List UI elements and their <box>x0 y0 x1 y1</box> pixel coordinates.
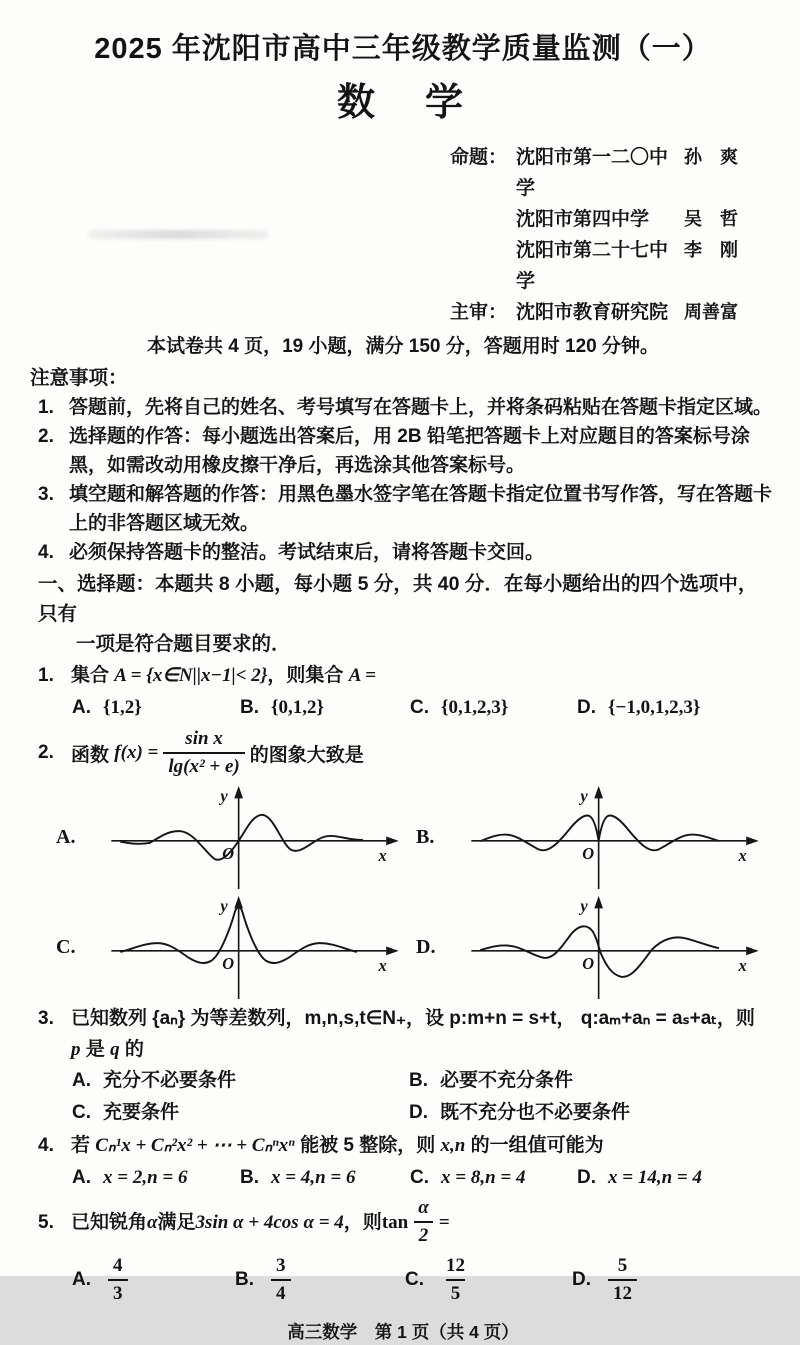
fraction-denominator: 3 <box>108 1279 128 1305</box>
option-value: {0,1,2} <box>271 697 324 718</box>
option-value: x = 14,n = 4 <box>608 1167 702 1188</box>
q5-math: = <box>438 1211 450 1233</box>
option-a <box>72 1161 240 1194</box>
graph-row-2 <box>56 892 776 1002</box>
credits-block <box>450 142 776 328</box>
fraction-numerator: 12 <box>446 1255 465 1277</box>
q5-tan: tan <box>381 1211 409 1233</box>
y-axis-arrow-icon <box>594 786 603 799</box>
y-axis-label: y <box>580 786 588 806</box>
fraction-numerator: 4 <box>113 1255 123 1277</box>
graph-curve-b <box>481 815 718 850</box>
x-axis-label: x <box>738 846 747 866</box>
exam-info: 本试卷共 4 页，19 小题，满分 150 分，答题用时 120 分钟。 <box>146 336 660 357</box>
option-c <box>405 1255 572 1305</box>
question-1-stem <box>71 660 776 691</box>
question-5 <box>30 1195 776 1249</box>
fraction-denominator: 4 <box>271 1279 291 1305</box>
graph-d <box>460 893 772 1001</box>
section-heading-line1: 一、选择题：本题共 8 小题，每小题 5 分，共 40 分．在每小题给出的四个选项中，只有 <box>38 573 758 625</box>
q1-math: A = <box>348 665 376 686</box>
section-heading-line2: 一项是符合题目要求的． <box>76 633 291 655</box>
option-label: B. <box>235 1269 254 1291</box>
option-value: 充要条件 <box>103 1102 180 1123</box>
q4-text: 若 <box>71 1135 96 1156</box>
option-label: A. <box>72 1070 91 1091</box>
note-number: 2. <box>38 426 54 447</box>
y-axis-arrow-icon <box>594 896 603 909</box>
option-value: x = 8,n = 4 <box>441 1167 526 1188</box>
q2-text: 的图象大致是 <box>249 744 364 766</box>
q3-line1: 已知数列 {aₙ} 为等差数列，m,n,s,t∈N₊，设 p:m+n = s+t， q:aₘ+aₙ = aₛ+aₜ，则 <box>71 1008 755 1029</box>
option-value: {−1,0,1,2,3} <box>608 697 701 718</box>
x-axis-label: x <box>738 956 747 976</box>
setter-name: 孙 爽 <box>684 147 738 167</box>
question-5-stem <box>71 1197 776 1247</box>
q3-math: p <box>71 1039 81 1060</box>
option-d <box>572 1255 776 1305</box>
option-label: D. <box>409 1102 428 1123</box>
question-1 <box>30 660 776 691</box>
option-a <box>72 1255 235 1305</box>
question-1-number: 1. <box>38 665 54 686</box>
note-text: 答题前，先将自己的姓名、考号填写在答题卡上，并将条码粘贴在答题卡指定区域。 <box>69 397 773 418</box>
fraction-denominator: lg(x² + e) <box>163 752 244 778</box>
origin-label: O <box>222 954 235 974</box>
question-4-number: 4. <box>38 1135 54 1156</box>
option-b <box>240 1161 410 1194</box>
section-one-heading <box>38 569 776 659</box>
note-text: 选择题的作答：每小题选出答案后，用 2B 铅笔把答题卡上对应题目的答案标号涂黑，如需改动用橡皮擦干净后，再选涂其他答案标号。 <box>69 426 750 476</box>
x-axis-arrow-icon <box>386 947 399 956</box>
x-axis-label: x <box>378 956 387 976</box>
graph-d-label: D. <box>416 935 436 958</box>
option-b <box>240 691 410 724</box>
option-a <box>72 691 240 724</box>
y-axis-arrow-icon <box>234 786 243 799</box>
fraction-denominator: 12 <box>608 1279 637 1305</box>
graph-a-label: A. <box>56 825 76 848</box>
option-fraction <box>271 1255 291 1305</box>
note-number: 1. <box>38 397 54 418</box>
page-footer: 高三数学 第 1 页（共 4 页） <box>287 1322 519 1342</box>
q3-text: 是 <box>80 1039 111 1060</box>
question-3-options-row-1 <box>30 1065 776 1097</box>
question-1-options <box>30 691 776 724</box>
note-item <box>38 538 776 567</box>
q5-text: 满足 <box>157 1211 196 1233</box>
option-b <box>409 1065 776 1097</box>
fraction-numerator: α <box>418 1197 429 1219</box>
fraction-denominator: 5 <box>446 1279 466 1305</box>
x-axis-label: x <box>378 846 387 866</box>
setter-name: 吴 哲 <box>684 209 738 229</box>
fraction-numerator: 3 <box>276 1255 286 1277</box>
option-c <box>410 691 577 724</box>
option-value: 必要不充分条件 <box>440 1070 574 1091</box>
note-text: 填空题和解答题的作答：用黑色墨水签字笔在答题卡指定位置书写作答，写在答题卡上的非答题区域无效。 <box>69 484 773 534</box>
setter-label <box>450 235 516 297</box>
q4-text: 能被 5 整除，则 <box>294 1135 441 1156</box>
question-3-number: 3. <box>38 1008 54 1029</box>
fraction-numerator: sin x <box>185 728 223 750</box>
graph-option-d <box>416 893 776 1001</box>
setter-org: 沈阳市第二十七中学 <box>516 240 669 292</box>
note-item <box>38 480 776 538</box>
setter-org: 沈阳市第四中学 <box>516 209 650 230</box>
setter-org: 沈阳市第一二〇中学 <box>516 147 669 199</box>
graph-b-label: B. <box>416 825 435 848</box>
option-d <box>577 1161 776 1194</box>
graph-b <box>460 783 772 891</box>
origin-label: O <box>582 954 595 974</box>
graph-c-label: C. <box>56 935 76 958</box>
q5-math: 3sin α + 4cos α = 4 <box>195 1211 344 1233</box>
q1-text: 集合 <box>71 665 110 686</box>
option-fraction <box>608 1255 637 1305</box>
option-label: D. <box>577 697 596 718</box>
option-label: C. <box>410 1167 429 1188</box>
fraction-numerator: 5 <box>617 1255 628 1277</box>
reviewer-name: 周善富 <box>684 302 738 322</box>
credit-row <box>450 297 776 328</box>
option-label: A. <box>72 1269 91 1291</box>
option-label: B. <box>240 697 259 718</box>
option-fraction <box>441 1255 470 1305</box>
option-d <box>409 1097 776 1129</box>
q5-text: 已知锐角 <box>71 1211 148 1233</box>
note-item <box>38 422 776 480</box>
question-4 <box>30 1130 776 1161</box>
option-value: {0,1,2,3} <box>441 697 509 718</box>
question-3-options-row-2 <box>30 1097 776 1129</box>
note-number: 3. <box>38 484 54 505</box>
q1-text: ，则集合 <box>267 665 344 686</box>
setter-label: 命题： <box>450 147 508 168</box>
q5-fraction <box>413 1197 434 1247</box>
reviewer-label: 主审： <box>450 302 508 323</box>
q4-math: x,n <box>440 1135 466 1156</box>
option-label: B. <box>240 1167 259 1188</box>
page-title: 2025 年沈阳市高中三年级教学质量监测（一） <box>94 33 712 65</box>
origin-label: O <box>222 844 235 864</box>
x-axis-arrow-icon <box>746 837 759 846</box>
subject-title: 数 学 <box>336 82 469 124</box>
graph-c <box>100 893 412 1001</box>
credit-row <box>450 235 776 297</box>
option-label: D. <box>577 1167 596 1188</box>
question-4-options <box>30 1161 776 1194</box>
option-value: {1,2} <box>103 697 142 718</box>
option-fraction <box>108 1255 128 1305</box>
graph-option-a <box>56 783 416 891</box>
y-axis-label: y <box>220 786 228 806</box>
q4-text: 的一组值可能为 <box>465 1135 604 1156</box>
option-label: A. <box>72 1167 91 1188</box>
note-number: 4. <box>38 542 54 563</box>
question-3 <box>30 1003 776 1065</box>
q1-math: A = {x∈N||x−1|< 2} <box>114 665 268 686</box>
question-5-number: 5. <box>38 1211 54 1233</box>
option-label: C. <box>405 1269 424 1291</box>
option-label: A. <box>72 697 91 718</box>
fraction-denominator: 2 <box>414 1221 434 1247</box>
x-axis-arrow-icon <box>386 837 399 846</box>
graph-option-b <box>416 783 776 891</box>
graph-option-c <box>56 893 416 1001</box>
option-label: D. <box>572 1269 591 1291</box>
q4-math: Cₙ¹x + Cₙ²x² + ⋯ + Cₙⁿxⁿ <box>95 1135 295 1156</box>
graph-curve-a <box>121 815 362 860</box>
question-2 <box>30 724 776 782</box>
graph-row-1 <box>56 782 776 892</box>
scan-smudge <box>88 230 268 239</box>
setter-label <box>450 204 516 235</box>
option-label: C. <box>72 1102 91 1123</box>
q3-text: 的 <box>119 1039 144 1060</box>
q2-fraction <box>163 728 244 778</box>
graph-a <box>100 783 412 891</box>
option-d <box>577 691 776 724</box>
setter-name: 李 刚 <box>684 240 738 260</box>
question-2-number: 2. <box>38 742 54 763</box>
x-axis-arrow-icon <box>746 947 759 956</box>
option-value: x = 2,n = 6 <box>103 1167 188 1188</box>
reviewer-org: 沈阳市教育研究院 <box>516 302 669 323</box>
notes-list <box>30 393 776 567</box>
q2-text: 函数 <box>71 744 110 766</box>
notes-heading: 注意事项： <box>30 367 128 389</box>
y-axis-label: y <box>220 896 228 916</box>
q3-math: q <box>110 1039 120 1060</box>
option-label: C. <box>410 697 429 718</box>
question-3-stem <box>71 1003 776 1065</box>
note-text: 必须保持答题卡的整洁。考试结束后，请将答题卡交回。 <box>69 542 545 563</box>
option-value: x = 4,n = 6 <box>271 1167 356 1188</box>
question-4-stem <box>71 1130 776 1161</box>
note-item <box>38 393 776 422</box>
option-a <box>72 1065 409 1097</box>
q5-text: ，则 <box>343 1211 382 1233</box>
credit-row <box>450 142 776 204</box>
option-c <box>410 1161 577 1194</box>
q2-fx: f(x) = <box>114 742 159 763</box>
q5-math: α <box>147 1211 158 1233</box>
option-label: B. <box>409 1070 428 1091</box>
y-axis-label: y <box>580 896 588 916</box>
option-b <box>235 1255 405 1305</box>
origin-label: O <box>582 844 595 864</box>
credit-row <box>450 204 776 235</box>
option-c <box>72 1097 409 1129</box>
option-value: 既不充分也不必要条件 <box>440 1102 631 1123</box>
question-5-options <box>30 1249 776 1311</box>
option-value: 充分不必要条件 <box>103 1070 237 1091</box>
